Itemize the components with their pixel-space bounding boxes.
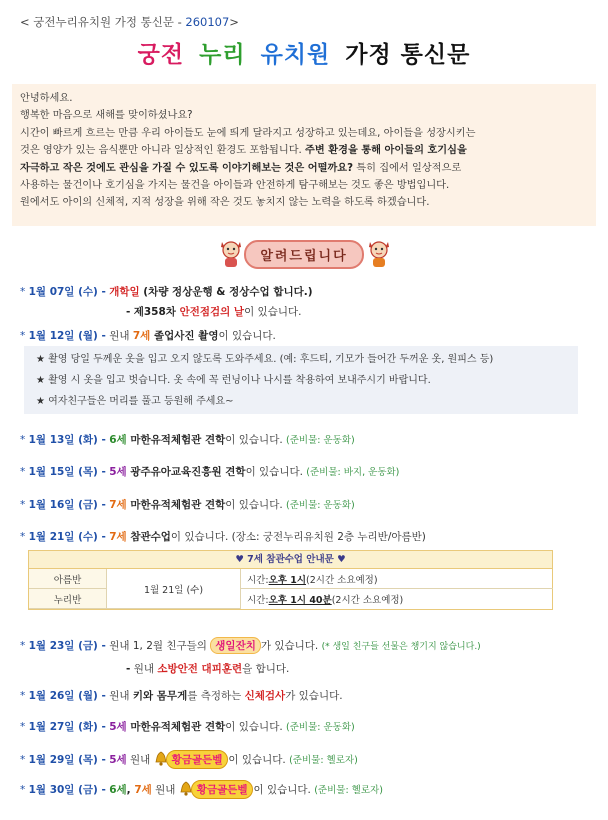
schedule-item: * 1월 12일 (월) - 원내 7세 졸업사진 촬영이 있습니다. bbox=[20, 330, 276, 342]
birthday-note: (* 생일 친구들 선물은 챙기지 않습니다.) bbox=[321, 642, 481, 652]
intro-line: 사용하는 물건이나 호기심을 가지는 물건을 아이들과 안전하게 탐구해보는 것도 좋은 방법입니다. bbox=[20, 180, 450, 192]
breadcrumb-label: 궁전누리유치원 가정 통신문 - bbox=[33, 15, 182, 29]
back-chevron-icon[interactable]: < bbox=[20, 15, 30, 29]
intro-bold: 주변 환경을 통해 아이들의 호기심을 bbox=[305, 145, 467, 157]
notice-banner bbox=[0, 236, 608, 268]
photo-notes-box bbox=[24, 346, 578, 414]
table-cell-day: 1월 21일 (수) bbox=[107, 569, 241, 609]
schedule-item: * 1월 16일 (금) - 7세 마한유적체험관 견학이 있습니다. (준비물: 운동화) bbox=[20, 499, 355, 511]
schedule-item: * 1월 21일 (수) - 7세 참관수업이 있습니다. (장소: 궁전누리유치원 2층 누리반/아름반) bbox=[20, 531, 426, 543]
note-line: ★ 촬영 시 옷을 입고 벗습니다. 옷 속에 꼭 런닝이나 나시를 착용하여 보내주시기 바랍니다. bbox=[36, 375, 431, 386]
schedule-subitem: - 원내 소방안전 대피훈련을 합니다. bbox=[126, 663, 290, 675]
schedule-date: 1월 29일 (목) - bbox=[28, 754, 106, 766]
intro-line: 행복한 마음으로 새해를 맞이하셨나요? bbox=[20, 110, 193, 122]
open-class-table bbox=[28, 550, 553, 610]
breadcrumb bbox=[20, 14, 239, 30]
schedule-date: 1월 15일 (목) - bbox=[28, 466, 106, 478]
title-word-3: 유치원 bbox=[260, 41, 331, 68]
page-title bbox=[0, 36, 608, 69]
intro-box bbox=[12, 84, 596, 226]
intro-line: 것은 영양가 있는 음식뿐만 아니라 일상적인 환경도 포함됩니다. 주변 환경을 통해 아이들의 호기심을 bbox=[20, 145, 467, 157]
schedule-date: 1월 16일 (금) - bbox=[28, 499, 106, 511]
table-cell-time: 시간: 오후 1시 (2시간 소요예정) bbox=[241, 569, 553, 589]
schedule-date: 1월 21일 (수) - bbox=[28, 531, 106, 543]
golden-bell-badge: 황금골든벨 bbox=[166, 750, 229, 769]
golden-bell-badge: 황금골든벨 bbox=[191, 780, 254, 799]
prep-note: (준비물: 바지, 운동화) bbox=[306, 467, 400, 478]
intro-line: 자극하고 작은 것에도 관심을 가질 수 있도록 이야기해보는 것은 어떨까요? 특히 집에서 일상적으로 bbox=[20, 162, 462, 174]
devil-mascot-icon bbox=[218, 236, 244, 268]
table-cell-class: 아름반 bbox=[29, 569, 107, 589]
prep-note: (준비물: 운동화) bbox=[286, 435, 355, 446]
prep-note: (준비물: 헬로자) bbox=[314, 785, 383, 796]
schedule-item: * 1월 07일 (수) - 개학일 (차량 정상운행 & 정상수업 합니다.) bbox=[20, 286, 313, 298]
table-cell-time: 시간: 오후 1시 40분 (2시간 소요예정) bbox=[247, 595, 404, 606]
prep-note: (준비물: 운동화) bbox=[286, 500, 355, 511]
notice-code: 260107 bbox=[185, 15, 230, 29]
schedule-date: 1월 30일 (금) - bbox=[28, 784, 106, 796]
schedule-date: 1월 13일 (화) - bbox=[28, 434, 106, 446]
devil-mascot-icon bbox=[366, 236, 392, 268]
schedule-item: * 1월 13일 (화) - 6세 마한유적체험관 견학이 있습니다. (준비물: 운동화) bbox=[20, 434, 355, 446]
title-word-2: 누리 bbox=[199, 41, 246, 68]
intro-line: 시간이 빠르게 흐르는 만큼 우리 아이들도 눈에 띄게 달라지고 성장하고 있는데요, 아이들을 성장시키는 bbox=[20, 127, 476, 139]
schedule-item: * 1월 23일 (금) - 원내 1, 2월 친구들의 생일잔치 가 있습니다. (* 생일 친구들 선물은 챙기지 않습니다.) bbox=[20, 637, 481, 654]
schedule-date: 1월 12일 (월) - bbox=[28, 330, 106, 342]
intro-bold: 자극하고 작은 것에도 관심을 가질 수 있도록 이야기해보는 것은 어떨까요? bbox=[20, 162, 354, 174]
title-word-1: 궁전 bbox=[137, 41, 185, 68]
schedule-item: * 1월 15일 (목) - 5세 광주유아교육진흥원 견학이 있습니다. (준비물: 바지, 운동화) bbox=[20, 466, 400, 478]
schedule-item: * 1월 27일 (화) - 5세 마한유적체험관 견학이 있습니다. (준비물: 운동화) bbox=[20, 721, 355, 733]
forward-chevron-icon[interactable]: > bbox=[229, 15, 239, 29]
banner-label: 알려드립니다 bbox=[244, 240, 363, 269]
schedule-item: * 1월 26일 (월) - 원내 키와 몸무게를 측정하는 신체검사가 있습니다. bbox=[20, 690, 343, 702]
prep-note: (준비물: 운동화) bbox=[286, 722, 355, 733]
schedule-subitem: - 제358차 안전점검의 날이 있습니다. bbox=[126, 306, 302, 318]
schedule-date: 1월 26일 (월) - bbox=[28, 690, 106, 702]
schedule-date: 1월 27일 (화) - bbox=[28, 721, 106, 733]
table-cell-class: 누리반 bbox=[29, 589, 107, 609]
table-header: ♥ 7세 참관수업 안내문 ♥ bbox=[29, 551, 552, 569]
intro-line: 원에서도 아이의 신체적, 지적 성장을 위해 작은 것도 놓치지 않는 노력을 하도록 하겠습니다. bbox=[20, 197, 430, 209]
note-line: ★ 여자친구들은 머리를 풀고 등원해 주세요~ bbox=[36, 396, 234, 407]
title-word-4: 가정 통신문 bbox=[345, 41, 471, 68]
prep-note: (준비물: 헬로자) bbox=[289, 755, 358, 766]
schedule-date: 1월 23일 (금) - bbox=[28, 640, 106, 652]
schedule-date: 1월 07일 (수) - bbox=[28, 286, 106, 298]
intro-line: 안녕하세요. bbox=[20, 93, 73, 104]
schedule-item: * 1월 30일 (금) - 6세, 7세 원내 황금골든벨 이 있습니다. (준비물: 헬로자) bbox=[20, 780, 383, 799]
schedule-item: * 1월 29일 (목) - 5세 원내 황금골든벨 이 있습니다. (준비물: 헬로자) bbox=[20, 750, 358, 769]
note-line: ★ 촬영 당일 두께운 옷을 입고 오지 않도록 도와주세요. (예: 후드티, 기모가 들어간 두꺼운 옷, 원피스 등) bbox=[36, 354, 494, 365]
birthday-party-badge: 생일잔치 bbox=[210, 637, 261, 654]
